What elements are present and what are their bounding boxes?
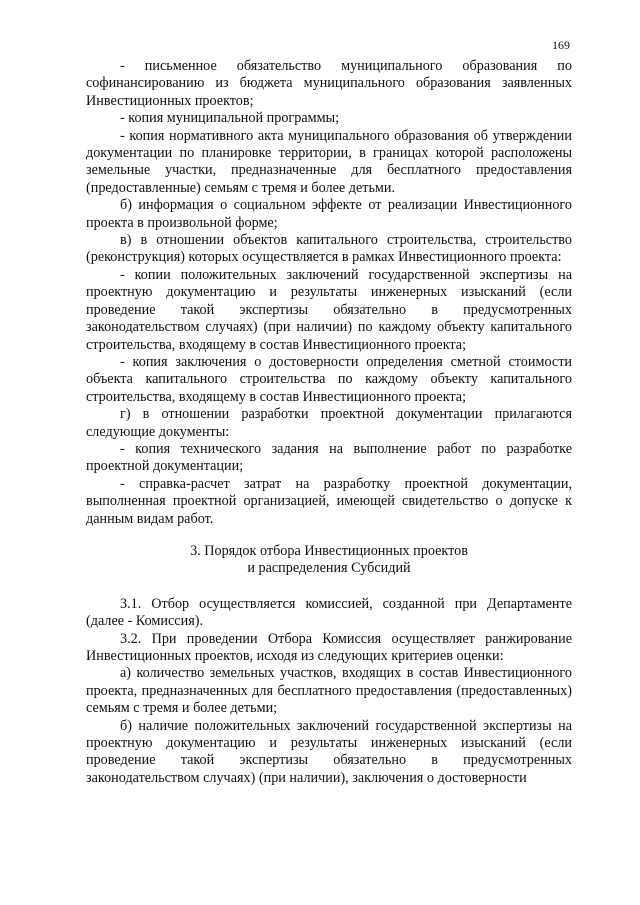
paragraph: а) количество земельных участков, входящих в состав Инвестиционного проекта, предназначенных для бесплатного предоставления (предоставленных) семьям с тремя и более детьми; <box>86 665 572 717</box>
paragraph: 3.2. При проведении Отбора Комиссия осуществляет ранжирование Инвестиционных проектов, исходя из следующих критериев оценки: <box>86 630 572 664</box>
paragraph: - справка-расчет затрат на разработку проектной документации, выполненная проектной организацией, имеющей свидетельство о допуске к данным видам работ. <box>86 475 572 527</box>
paragraph: 3.1. Отбор осуществляется комиссией, созданной при Департаменте (далее - Комиссия). <box>86 595 572 630</box>
document-body <box>86 58 572 787</box>
spacer <box>86 578 572 596</box>
paragraph: б) информация о социальном эффекте от реализации Инвестиционного проекта в произвольной форме; <box>86 197 572 231</box>
paragraph: - копии положительных заключений государственной экспертизы на проектную документацию и результаты инженерных изысканий (если проведение такой экспертизы обязательно в предусмотренных законодательством случаях) (при наличии) по каждому объекту капитального строительства, входящему в состав Инвестиционного проекта; <box>86 266 572 353</box>
paragraph: - копия технического задания на выполнение работ по разработке проектной документации; <box>86 440 572 475</box>
paragraph: - копия нормативного акта муниципального образования об утверждении документации по планировке территории, в границах которой расположены земельные участки, предназначенные для бесплатного предоставления (предоставленные) семьям с тремя и более детьми. <box>86 127 572 196</box>
page-number: 169 <box>552 38 570 52</box>
paragraph: б) наличие положительных заключений государственной экспертизы на проектную документацию и результаты инженерных изысканий (если проведение такой экспертизы обязательно в предусмотренных законодательством случаях) (при наличии), заключения о достоверности <box>86 717 572 786</box>
paragraph: - копия муниципальной программы; <box>120 110 340 127</box>
spacer <box>86 528 572 543</box>
paragraph: - копия заключения о достоверности определения сметной стоимости объекта капитального строительства по каждому объекту капитального строительства, входящему в состав Инвестиционного проекта; <box>86 353 572 405</box>
section-heading-line-2: и распределения Субсидий <box>247 560 411 577</box>
paragraph: в) в отношении объектов капитального строительства, строительство (реконструкция) которых осуществляется в рамках Инвестиционного проекта: <box>86 232 572 266</box>
section-heading-line-1: 3. Порядок отбора Инвестиционных проектов <box>190 542 468 559</box>
paragraph: - письменное обязательство муниципального образования по софинансированию из бюджета муниципального образования заявленных Инвестиционных проектов; <box>86 58 572 109</box>
paragraph: г) в отношении разработки проектной документации прилагаются следующие документы: <box>86 406 572 440</box>
